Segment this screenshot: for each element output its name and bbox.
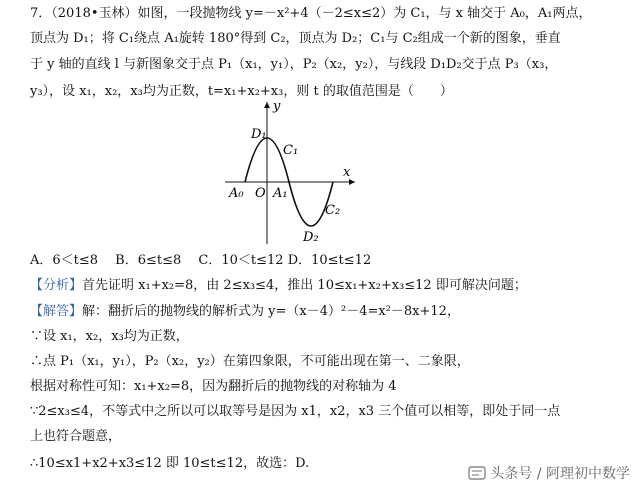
label-o: O xyxy=(255,186,266,201)
label-x: x xyxy=(343,165,351,180)
label-a0: A₀ xyxy=(229,186,244,201)
problem-line-1: 7．（2018•玉林）如图，一段抛物线 y=－x²+4（－2≤x≤2）为 C₁，与 x 轴交于 A₀，A₁两点， xyxy=(30,6,592,21)
problem-line-2: 顶点为 D₁；将 C₁绕点 A₁旋转 180°得到 C₂，顶点为 D₂；C₁与 C₂组成一个新的图象，垂直 xyxy=(30,31,561,46)
label-y: y xyxy=(273,99,281,114)
answer-line-5: ∵2≤x₃≤4，不等式中之所以可以取等号是因为 x1，x2，x3 三个值可以相等，即处于同一点 xyxy=(30,404,561,419)
label-d2: D₂ xyxy=(303,230,319,245)
analysis-tag: 【分析】 xyxy=(30,278,83,293)
problem-line-3: 于 y 轴的直线 l 与新图象交于点 P₁（x₁，y₁），P₂（x₂，y₂），与线段 D₁D₂交于点 P₃（x₃， xyxy=(30,57,558,72)
toutiao-logo-icon xyxy=(468,466,486,480)
problem-line-4: y₃），设 x₁，x₂，x₃均为正数，t=x₁+x₂+x₃，则 t 的取值范围是（ ） xyxy=(30,84,453,99)
watermark xyxy=(468,463,630,483)
answer-line-1 xyxy=(30,304,460,320)
label-a1: A₁ xyxy=(273,186,288,201)
answer-line-2: ∵设 x₁，x₂，x₃均为正数， xyxy=(30,329,189,344)
answer-tag: 【解答】 xyxy=(30,304,83,319)
analysis-text: 首先证明 x₁+x₂=8，由 2≤x₃≤4，推出 10≤x₁+x₂+x₃≤12 即可解决问题； xyxy=(82,278,527,293)
watermark-text: 头条号 / 阿理初中数学 xyxy=(490,466,630,482)
answer-line-3: ∴点 P₁（x₁，y₁），P₂（x₂，y₂）在第四象限，不可能出现在第一、二象限， xyxy=(30,354,470,369)
answer-line-4: 根据对称性可知：x₁+x₂=8，因为翻折后的抛物线的对称轴为 4 xyxy=(30,379,397,394)
label-c2: C₂ xyxy=(325,203,341,218)
y-axis-arrow xyxy=(264,102,270,108)
label-c1: C₁ xyxy=(283,143,299,158)
parabola-figure xyxy=(215,96,365,246)
label-d1: D₁ xyxy=(251,127,267,142)
analysis-line xyxy=(30,278,527,294)
answer-line-6: 上也符合题意， xyxy=(30,429,122,444)
answer-text: 解：翻折后的抛物线的解析式为 y=（x－4）²－4=x²－8x+12， xyxy=(82,304,460,319)
answer-options: A．6＜t≤8 B．6≤t≤8 C．10＜t≤12 D．10≤t≤12 xyxy=(30,253,372,268)
answer-line-7: ∴10≤x1+x2+x3≤12 即 10≤t≤12，故选：D. xyxy=(30,456,310,471)
